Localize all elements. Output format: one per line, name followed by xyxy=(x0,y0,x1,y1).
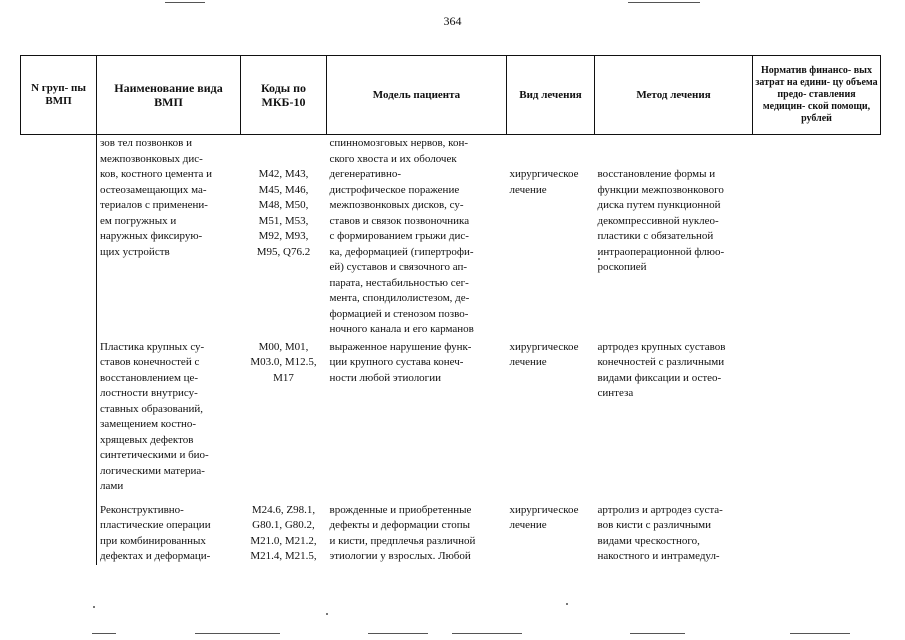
cell-codes: M24.6, Z98.1, G80.1, G80.2, M21.0, M21.2, M21.4, M21.5, xyxy=(250,503,317,562)
cell-method: восстановление формы и функции межпозвонкового диска путем пункционной декомпрессивной нуклео- пластики с обязательной интраоперационной флюо- роскопией xyxy=(597,168,725,273)
cell-norm xyxy=(753,338,881,499)
cell-model: дегенеративно- дистрофическое поражение межпозвонковых дисков, су- ставов и связок позвоночника с формированием грыжи дис- ка, деформацией (гипертрофи- ей) суставов и связочного ап- парата, нестабильностью сег- мента, спондилолистезом, де- формацией и стенозом позво- ночного канала и его карманов xyxy=(329,168,474,335)
header-model: Модель пациента xyxy=(327,56,507,135)
header-codes: Коды по МКБ-10 xyxy=(241,56,327,135)
scan-artifact-top-left xyxy=(165,2,205,3)
table-row xyxy=(21,499,881,565)
cell-treatment-type: хирургическое лечение xyxy=(509,340,579,368)
cell-codes: M42, M43, M45, M46, M48, M50, M51, M53, M92, M93, M95, Q76.2 xyxy=(256,168,311,258)
cell-name: ков, костного цемента и остеозамещающих ма- териалов с применени- ем погружных и наружных фиксирую- щих устройств xyxy=(100,168,213,258)
cell-method: артролиз и артродез суста- вов кисти с различными видами чрескостного, накостного и интрамедул- xyxy=(597,503,723,562)
scan-artifact-top-right xyxy=(628,2,700,3)
table-row xyxy=(21,135,881,168)
cell-model: врожденные и приобретенные дефекты и деформации стопы и кисти, предплечья различной этиологии у взрослых. Любой xyxy=(329,503,476,562)
cell-name: Реконструктивно- пластические операции при комбинированных дефектах и деформаци- xyxy=(100,503,211,562)
scan-speck xyxy=(566,603,568,605)
vmp-table xyxy=(20,55,881,565)
scan-speck xyxy=(326,613,328,615)
scan-speck xyxy=(598,258,600,260)
header-norm: Норматив финансо- вых затрат на едини- цу объема предо- ставления медицин- ской помощи, рублей xyxy=(753,56,881,135)
cell-name: зов тел позвонков и межпозвонковых дис- xyxy=(100,137,203,165)
page-number: 364 xyxy=(443,14,462,28)
header-name: Наименование вида ВМП xyxy=(97,56,241,135)
cell-treatment-type: хирургическое лечение xyxy=(509,503,579,531)
scan-artifact-bottom xyxy=(195,633,280,634)
cell-method xyxy=(595,135,753,168)
cell-group xyxy=(21,338,97,499)
scan-artifact-bottom xyxy=(368,633,428,634)
cell-codes xyxy=(241,135,327,168)
scan-speck xyxy=(93,606,95,608)
cell-codes: M00, M01, M03.0, M12.5, M17 xyxy=(250,340,317,384)
table-row xyxy=(21,167,881,338)
scan-artifact-bottom xyxy=(630,633,685,634)
cell-model: спинномозговых нервов, кон- ского хвоста и их оболочек xyxy=(329,137,469,165)
header-group: N груп- пы ВМП xyxy=(21,56,97,135)
cell-group xyxy=(21,499,97,565)
cell-method: артродез крупных суставов конечностей с различными видами фиксации и остео- синтеза xyxy=(597,340,726,399)
table-row xyxy=(21,338,881,499)
table-header-row xyxy=(21,56,881,135)
scan-artifact-bottom xyxy=(452,633,522,634)
scan-artifact-bottom xyxy=(92,633,116,634)
cell-norm xyxy=(753,167,881,338)
header-method: Метод лечения xyxy=(595,56,753,135)
cell-norm xyxy=(753,499,881,565)
scan-artifact-bottom xyxy=(790,633,850,634)
cell-norm xyxy=(753,135,881,168)
cell-model: выраженное нарушение функ- ции крупного сустава конеч- ности любой этиологии xyxy=(329,340,472,384)
cell-treatment-type xyxy=(507,135,595,168)
cell-group xyxy=(21,135,97,168)
cell-treatment-type: хирургическое лечение xyxy=(509,168,579,196)
header-treatment-type: Вид лечения xyxy=(507,56,595,135)
cell-name: Пластика крупных су- ставов конечностей с восстановлением це- лостности внутрису- ставных образований, замещением костно- хрящевых дефектов синтетическими и био- логическими материа- лами xyxy=(100,340,209,492)
cell-group xyxy=(21,167,97,338)
